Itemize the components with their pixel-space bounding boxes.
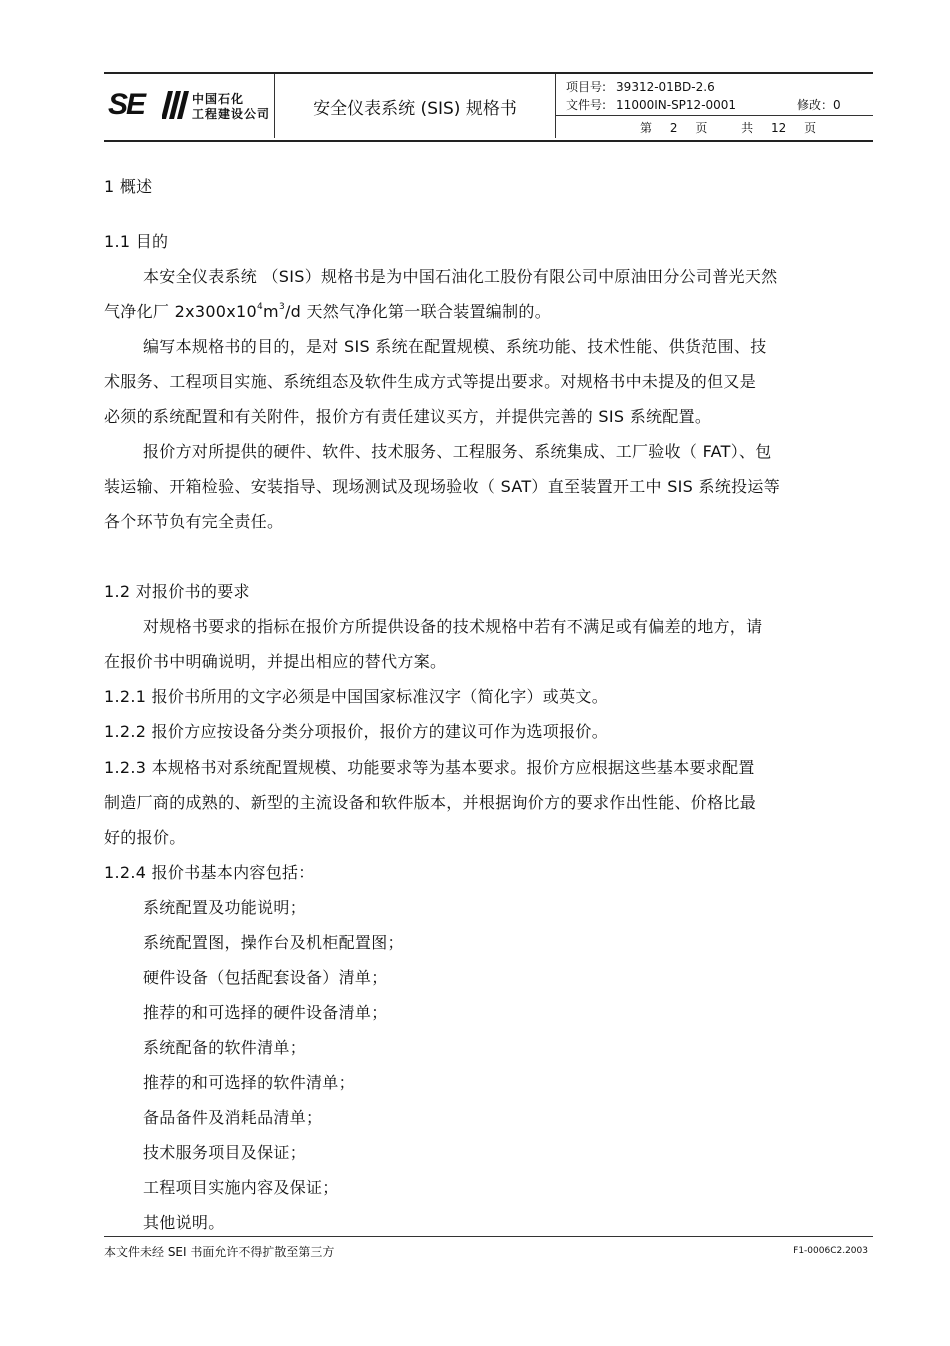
file-number-row (566, 96, 736, 113)
paragraph-text: 编写本规格书的目的，是对 SIS 系统在配置规模、系统功能、技术性能、供货范围、技 (143, 337, 767, 356)
page-prefix: 第 (640, 121, 653, 135)
section-heading-1-1: 1.1 目的 (104, 232, 169, 251)
project-number: 39312-01BD-2.6 (616, 80, 715, 94)
section-heading-1-2: 1.2 对报价书的要求 (104, 582, 250, 601)
project-number-label: 项目号: (566, 80, 607, 94)
paragraph-text: 对规格书要求的指标在报价方所提供设备的技术规格中若有不满足或有偏差的地方，请 (143, 617, 763, 636)
clause-1-2-4: 1.2.4 报价书基本内容包括： (104, 863, 315, 882)
text-run: 气净化厂 2x300x10 (104, 302, 258, 321)
paragraph-text: 本安全仪表系统 （SIS）规格书是为中国石油化工股份有限公司中原油田分公司普光天然 (143, 267, 778, 286)
logo-sei-text: SE (108, 88, 145, 121)
list-item: 备品备件及消耗品清单； (143, 1108, 323, 1127)
company-logo (104, 74, 275, 138)
logo-slashes-icon (162, 91, 190, 119)
page-indicator (640, 119, 830, 136)
paragraph-text: 在报价书中明确说明，并提出相应的替代方案。 (104, 652, 447, 671)
page-total-prefix: 共 (741, 121, 754, 135)
clause-1-2-3: 1.2.3 本规格书对系统配置规模、功能要求等为基本要求。报价方应根据这些基本要求配置 (104, 758, 755, 777)
clause-1-2-3-cont: 制造厂商的成熟的、新型的主流设备和软件版本，并根据询价方的要求作出性能、价格比最 (104, 793, 757, 812)
list-item: 系统配置图，操作台及机柜配置图； (143, 933, 404, 952)
page-total-unit: 页 (804, 121, 817, 135)
paragraph-text: 术服务、工程项目实施、系统组态及软件生成方式等提出要求。对规格书中未提及的但又是 (104, 372, 757, 391)
clause-1-2-2: 1.2.2 报价方应按设备分类分项报价，报价方的建议可作为选项报价。 (104, 722, 608, 741)
page-current: 2 (669, 121, 678, 135)
text-run: /d 天然气净化第一联合装置编制的。 (284, 302, 552, 321)
project-number-row (566, 78, 715, 95)
text-run: m (263, 302, 279, 321)
revision-value: 0 (833, 98, 841, 112)
clause-1-2-3-cont: 好的报价。 (104, 828, 186, 847)
company-name-line1: 中国石化 (192, 92, 245, 106)
list-item: 推荐的和可选择的硬件设备清单； (143, 1003, 388, 1022)
page-total: 12 (771, 121, 787, 135)
document-title: 安全仪表系统 (SIS) 规格书 (275, 74, 556, 138)
list-item: 技术服务项目及保证； (143, 1143, 307, 1162)
paragraph-text: 各个环节负有完全责任。 (104, 512, 284, 531)
list-item: 推荐的和可选择的软件清单； (143, 1073, 355, 1092)
list-item: 工程项目实施内容及保证； (143, 1178, 339, 1197)
paragraph-text: 必须的系统配置和有关附件，报价方有责任建议买方，并提供完善的 SIS 系统配置。 (104, 407, 712, 426)
superscript: 4 (257, 302, 264, 312)
document-header (104, 72, 873, 142)
document-info (556, 74, 873, 138)
page-unit: 页 (695, 121, 708, 135)
paragraph-text (104, 299, 551, 322)
revision-label: 修改： (797, 98, 834, 112)
list-item: 其他说明。 (143, 1213, 225, 1232)
file-number: 11000IN-SP12-0001 (616, 98, 737, 112)
section-heading-1: 1 概述 (104, 177, 153, 196)
superscript: 3 (278, 302, 285, 312)
confidentiality-notice: 本文件未经 SEI 书面允许不得扩散至第三方 (104, 1245, 335, 1259)
info-divider (556, 115, 873, 116)
list-item: 硬件设备（包括配套设备）清单； (143, 968, 388, 987)
footer-divider (104, 1236, 873, 1237)
list-item: 系统配置及功能说明； (143, 898, 307, 917)
paragraph-text: 装运输、开箱检验、安装指导、现场测试及现场验收（ SAT）直至装置开工中 SIS 系统投运等 (104, 477, 781, 496)
clause-1-2-1: 1.2.1 报价书所用的文字必须是中国国家标准汉字（简化字）或英文。 (104, 687, 608, 706)
form-code: F1-0006C2.2003 (793, 1246, 868, 1256)
revision-row (797, 96, 841, 113)
paragraph-text: 报价方对所提供的硬件、软件、技术服务、工程服务、系统集成、工厂验收（ FAT）、包 (143, 442, 772, 461)
file-number-label: 文件号: (566, 98, 607, 112)
company-name-line2: 工程建设公司 (192, 107, 271, 121)
list-item: 系统配备的软件清单； (143, 1038, 307, 1057)
